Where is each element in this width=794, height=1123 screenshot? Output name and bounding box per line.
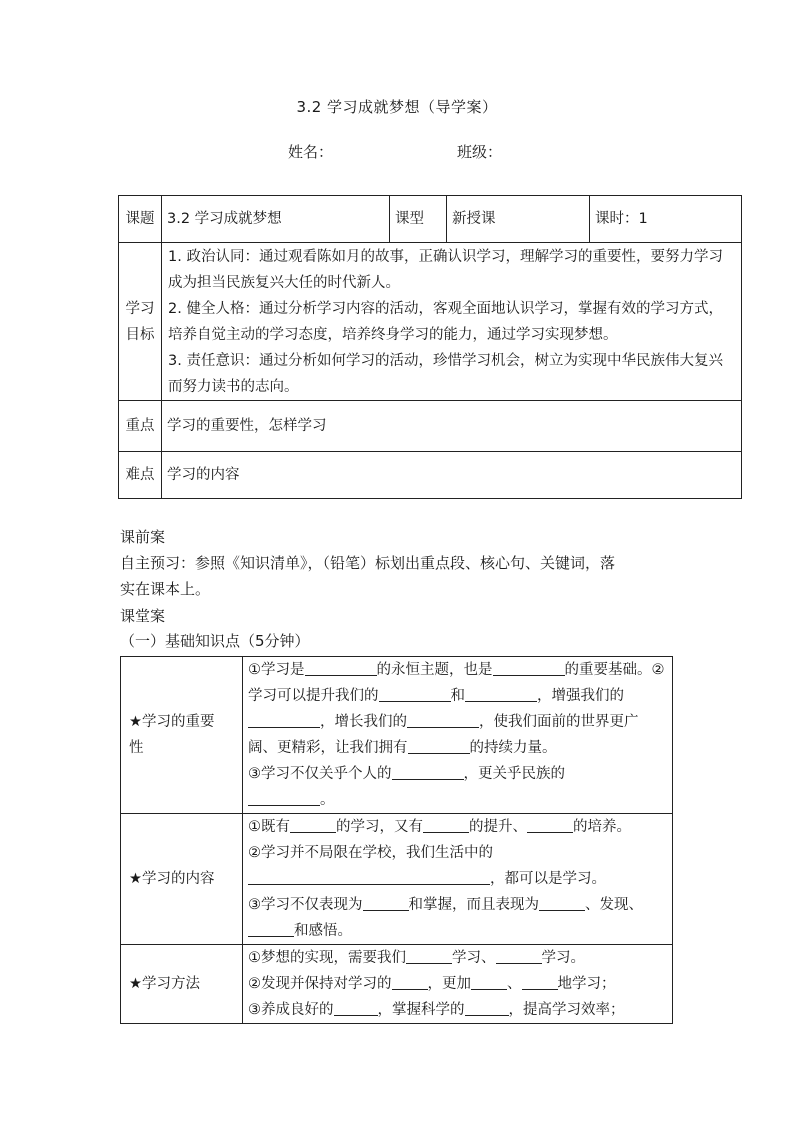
fill-in-paragraph: ①学习是 的永恒主题，也是 的重要基础。②学习可以提升我们的 和 ，增强我们的，增长我们的 ，使我们面前的世界更广阔、更精彩，让我们拥有 的持续力量。: [248, 662, 665, 756]
table-row: [119, 243, 742, 401]
goal-item: 2. 健全人格：通过分析学习内容的活动，客观全面地认识学习，掌握有效的学习方式，培养自觉主动的学习态度，培养终身学习的能力，通过学习实现梦想。: [168, 300, 723, 343]
fill-in-paragraph: ①既有 的学习，又有 的提升、 的培养。: [248, 819, 631, 835]
blank: [334, 1001, 378, 1017]
table-row: [119, 401, 742, 452]
blank: [248, 922, 294, 938]
blank: [465, 687, 537, 703]
name-label: 姓名：: [288, 143, 334, 161]
importance-content: [243, 657, 673, 814]
pre-class-heading: 课前案: [120, 528, 166, 546]
blank: [406, 949, 452, 965]
blank: [305, 661, 377, 677]
key-point-label: 重点: [119, 401, 162, 452]
topic-importance: ★学习的重要 性: [121, 657, 243, 814]
goal-item: 3. 责任意识：通过分析如何学习的活动，珍惜学习机会，树立为实现中华民族伟大复兴而努力读书的志向。: [168, 352, 723, 395]
blank: [465, 1001, 509, 1017]
blank: [496, 949, 542, 965]
fill-in-paragraph: ①梦想的实现，需要我们 学习、 学习。: [248, 950, 585, 966]
table-row: [119, 196, 742, 243]
blank: [423, 818, 469, 834]
content-content: [243, 814, 673, 945]
document-title: 3.2 学习成就梦想（导学案）: [296, 98, 498, 116]
lesson-info-table: [118, 195, 742, 499]
topic-method: ★学习方法: [121, 945, 243, 1024]
fill-in-paragraph: ③学习不仅关乎个人的 ，更关乎民族的 。: [248, 766, 565, 808]
method-content: [243, 945, 673, 1024]
in-class-heading: 课堂案: [120, 607, 166, 625]
table-row: [121, 657, 673, 814]
fill-in-paragraph: ②学习并不局限在学校，我们生活中的 ，都可以是学习。: [248, 845, 606, 887]
blank: [527, 818, 573, 834]
fill-in-paragraph: ③学习不仅表现为 和掌握，而且表现为 、发现、和感悟。: [248, 897, 643, 939]
section-subheading: （一）基础知识点（5分钟）: [120, 632, 310, 650]
blank: [539, 896, 585, 912]
difficulty-label: 难点: [119, 452, 162, 499]
hours-value: 课时：1: [590, 196, 742, 243]
fill-in-paragraph: ③养成良好的 ，掌握科学的 ，提高学习效率；: [248, 1002, 625, 1018]
blank: [522, 975, 558, 991]
class-label: 班级：: [457, 143, 503, 161]
blank: [363, 896, 409, 912]
pre-class-line: 实在课本上。: [120, 580, 211, 598]
table-row: [121, 945, 673, 1024]
blank: [392, 765, 464, 781]
goals-label: 学习 目标: [119, 243, 162, 401]
blank: [379, 687, 451, 703]
blank: [290, 818, 336, 834]
goals-cell: [162, 243, 742, 401]
blank: [248, 713, 320, 729]
blank: [248, 870, 490, 886]
topic-content: ★学习的内容: [121, 814, 243, 945]
type-label: 课型: [390, 196, 447, 243]
pre-class-line: 自主预习：参照《知识清单》，（铅笔）标划出重点段、核心句、关键词，落: [120, 554, 616, 572]
topic-label: 课题: [119, 196, 162, 243]
blank: [471, 975, 507, 991]
table-row: [121, 814, 673, 945]
blank: [408, 739, 470, 755]
blank: [248, 791, 320, 807]
difficulty-value: 学习的内容: [162, 452, 742, 499]
fill-in-paragraph: ②发现并保持对学习的 ，更加 、 地学习；: [248, 976, 616, 992]
blank: [407, 713, 479, 729]
blank: [493, 661, 565, 677]
table-row: [119, 452, 742, 499]
blank: [392, 975, 428, 991]
basic-knowledge-table: [120, 656, 673, 1024]
topic-value: 3.2 学习成就梦想: [162, 196, 390, 243]
key-point-value: 学习的重要性，怎样学习: [162, 401, 742, 452]
goal-item: 1. 政治认同：通过观看陈如月的故事，正确认识学习，理解学习的重要性，要努力学习成为担当民族复兴大任的时代新人。: [168, 248, 723, 291]
type-value: 新授课: [447, 196, 590, 243]
